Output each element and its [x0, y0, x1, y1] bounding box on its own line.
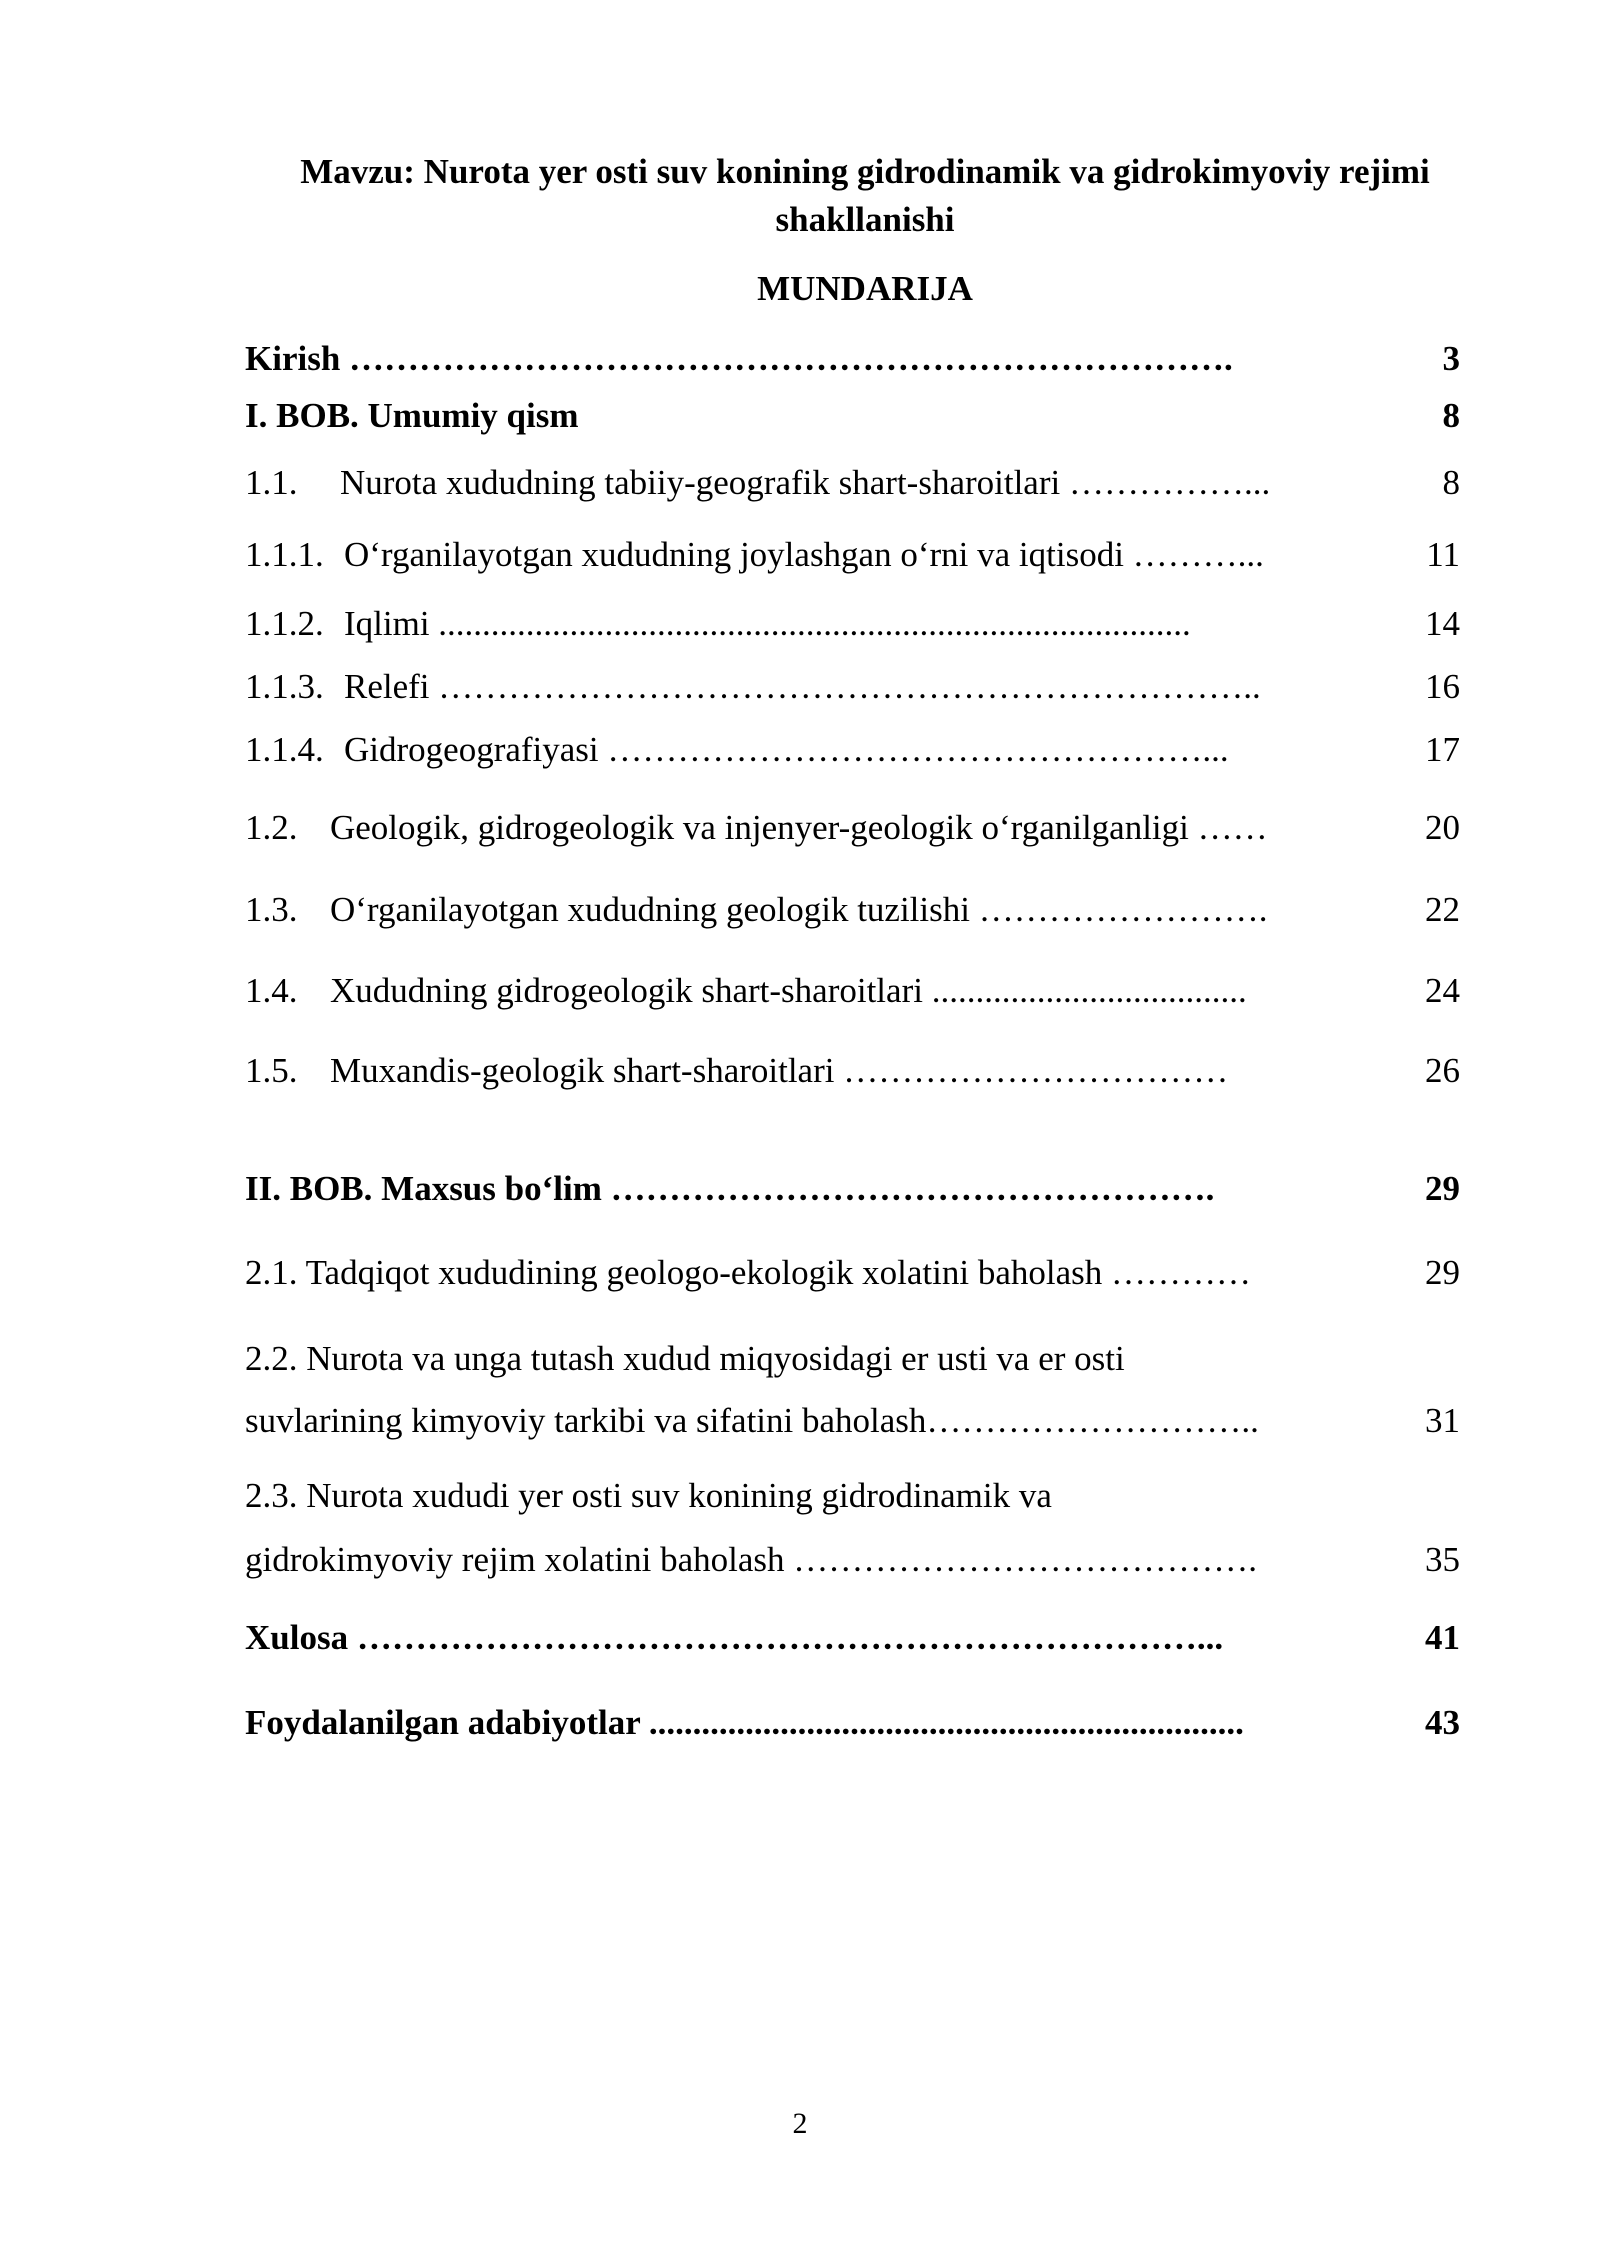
toc-entry-number: 1.3. [245, 890, 298, 929]
toc-entry-text: suvlarining kimyoviy tarkibi va sifatini baholash……………………….. [245, 1401, 1259, 1440]
toc-entry-text: II. BOB. Maxsus bo‘lim ……………………………………………. [245, 1169, 1215, 1208]
toc-entry-page: 29 [1425, 1169, 1460, 1208]
toc-entry-text: 2.3. Nurota xududi yer osti suv konining gidrodinamik va [245, 1476, 1052, 1515]
toc-entry-text: Nurota xududning tabiiy-geografik shart-sharoitlari ……………... [340, 463, 1271, 502]
toc-entry-text: I. BOB. Umumiy qism [245, 396, 579, 435]
toc-entry-text: Foydalanilgan adabiyotlar .................................................................... [245, 1703, 1244, 1742]
toc-entry-number: 1.4. [245, 971, 298, 1010]
toc-entry-page: 43 [1425, 1703, 1460, 1742]
toc-entry-page: 22 [1425, 890, 1460, 929]
toc-entry-page: 14 [1425, 604, 1460, 643]
toc-entry-text: Gidrogeografiyasi ……………………………………………... [344, 730, 1229, 769]
toc-entry-page: 17 [1425, 730, 1460, 769]
toc-entry-number: 1.1.4. [245, 730, 324, 769]
toc-entry-number: 1.1.3. [245, 667, 324, 706]
toc-entry-text: Xududning gidrogeologik shart-sharoitlari .................................... [330, 971, 1247, 1010]
toc-entry-number: 1.2. [245, 808, 298, 847]
toc-entry-text: Kirish …………………………………………………………………. [245, 339, 1233, 378]
toc-entry-text: Iqlimi ...................................................................................... [344, 604, 1191, 643]
toc-entry-text: Muxandis-geologik shart-sharoitlari …………………………… [330, 1051, 1229, 1090]
toc-entry-number: 1.1. [245, 463, 298, 502]
toc-entry-number: 1.5. [245, 1051, 298, 1090]
toc-entry-text: O‘rganilayotgan xududning geologik tuzilishi ……………………. [330, 890, 1268, 929]
toc-entry-text: Geologik, gidrogeologik va injenyer-geologik o‘rganilganligi …… [330, 808, 1268, 847]
page-number: 2 [792, 2107, 808, 2140]
toc-entry-text: 2.1. Tadqiqot xududining geologo-ekologik xolatini baholash ………… [245, 1253, 1251, 1292]
toc-entry-page: 24 [1425, 971, 1460, 1010]
toc-entry-page: 8 [1442, 396, 1460, 435]
toc-entry-page: 35 [1425, 1540, 1460, 1579]
toc-entry-number: 1.1.1. [245, 535, 324, 574]
toc-entry-page: 16 [1425, 667, 1460, 706]
toc-entry-page: 31 [1425, 1401, 1460, 1440]
document-title: Mavzu: Nurota yer osti suv konining gidrodinamik va gidrokimyoviy rejimi shakllanishi [300, 152, 1430, 239]
toc-heading: MUNDARIJA [757, 269, 973, 308]
toc-entry-page: 11 [1426, 535, 1460, 574]
toc-entry-text: Relefi …………………………………………………………….. [344, 667, 1261, 706]
toc-entry-page: 41 [1425, 1618, 1460, 1657]
toc-entry-text: O‘rganilayotgan xududning joylashgan o‘rni va iqtisodi ………... [344, 535, 1264, 574]
toc-entry-text: 2.2. Nurota va unga tutash xudud miqyosidagi er usti va er osti [245, 1339, 1125, 1378]
toc-entry-text: gidrokimyoviy rejim xolatini baholash …………………………………. [245, 1540, 1258, 1579]
toc-entry-page: 29 [1425, 1253, 1460, 1292]
toc-entry-page: 3 [1442, 339, 1460, 378]
toc-entry-number: 1.1.2. [245, 604, 324, 643]
toc-entry-page: 8 [1442, 463, 1460, 502]
toc-entry-page: 20 [1425, 808, 1460, 847]
toc-entry-text: Xulosa ………………………………………………………………... [245, 1618, 1224, 1657]
toc-entry-page: 26 [1425, 1051, 1460, 1090]
